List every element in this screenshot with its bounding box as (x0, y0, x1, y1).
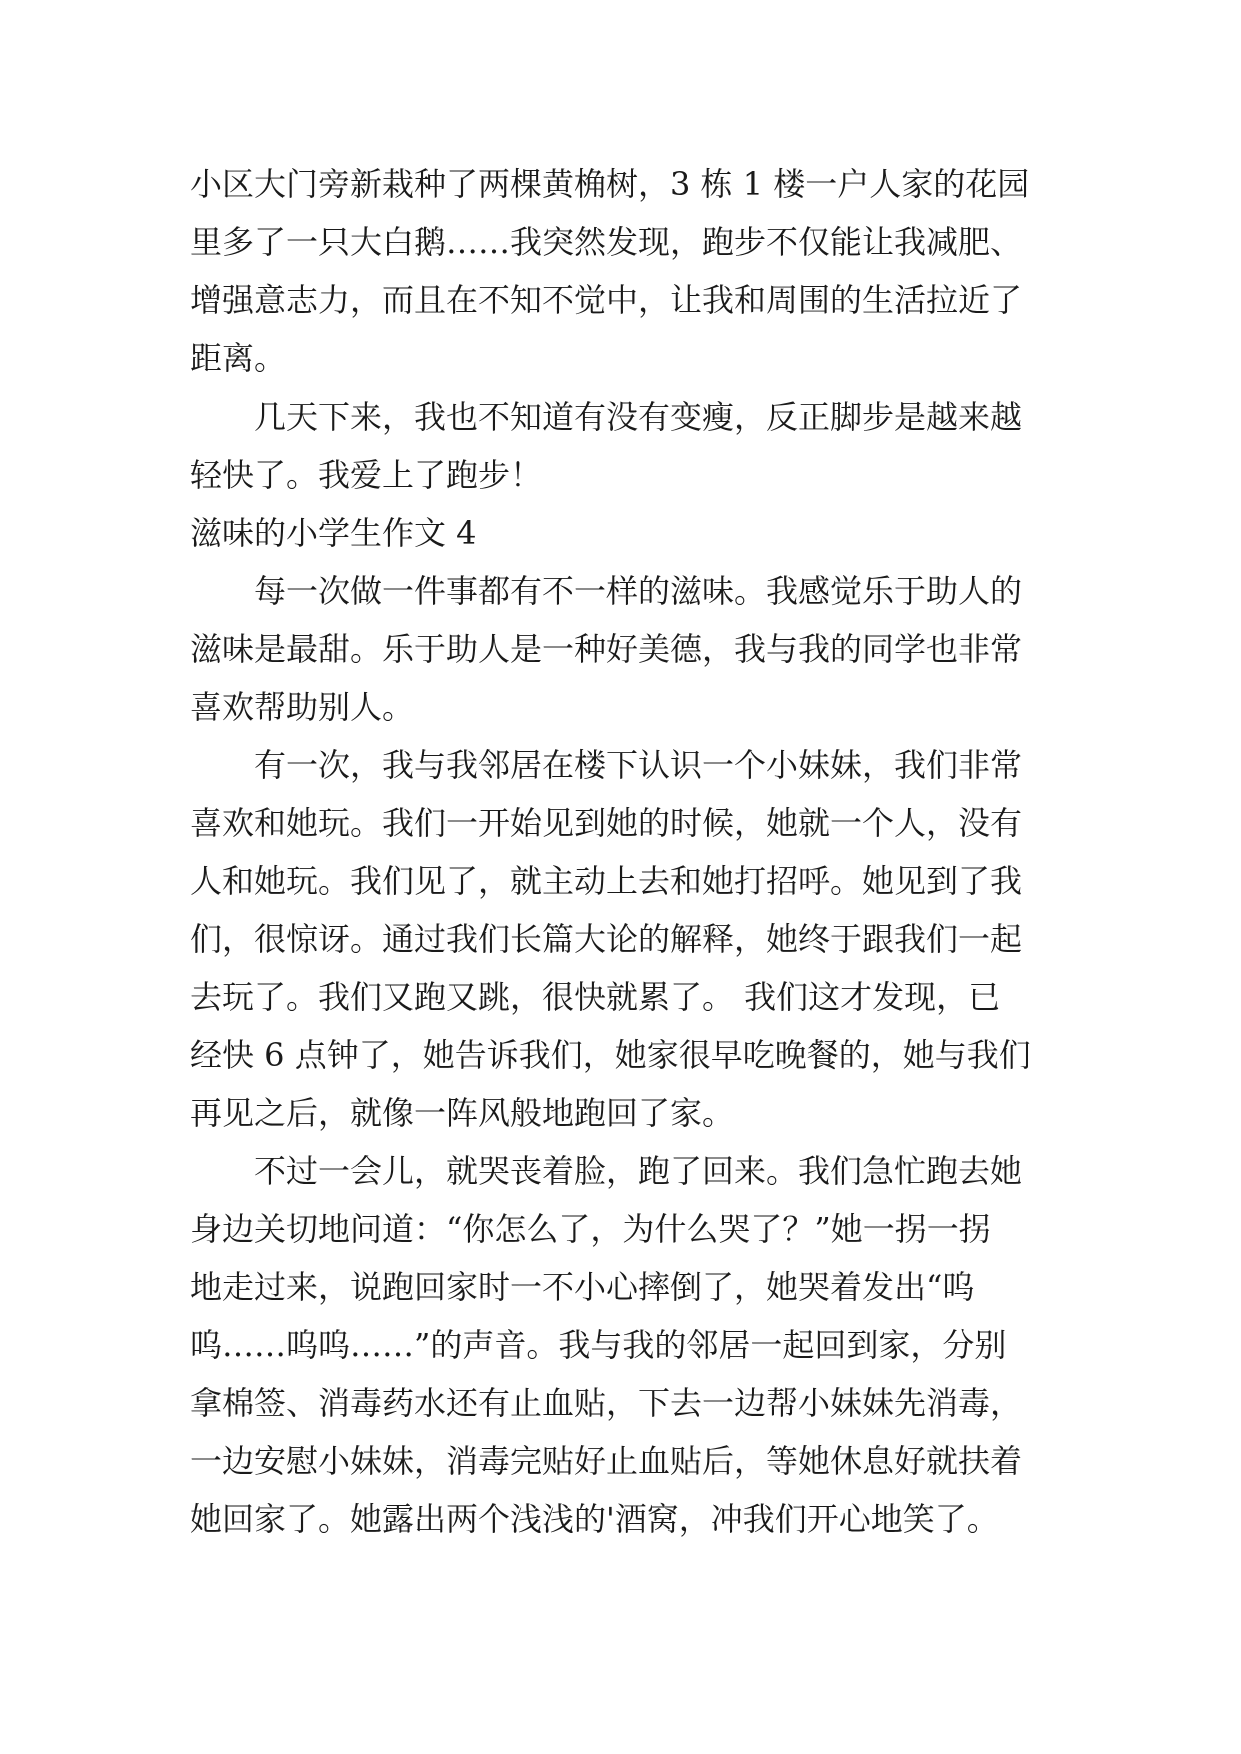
paragraph-line: 滋味是最甜。乐于助人是一种好美德，我与我的同学也非常 (190, 630, 1023, 668)
section-heading: 滋味的小学生作文 4 (190, 514, 477, 552)
paragraph-line: 喜欢和她玩。我们一开始见到她的时候，她就一个人，没有 (190, 804, 1023, 842)
paragraph-line: 小区大门旁新栽种了两棵黄桷树，3 栋 1 楼一户人家的花园 (190, 165, 1030, 203)
paragraph-line: 有一次，我与我邻居在楼下认识一个小妹妹，我们非常 (254, 746, 1023, 784)
paragraph-line: 身边关切地问道：“你怎么了，为什么哭了？”她一拐一拐 (190, 1210, 991, 1248)
paragraph-line: 每一次做一件事都有不一样的滋味。我感觉乐于助人的 (254, 572, 1023, 610)
paragraph-line: 喜欢帮助别人。 (190, 688, 415, 726)
paragraph-line: 人和她玩。我们见了，就主动上去和她打招呼。她见到了我 (190, 862, 1023, 900)
paragraph-line: 不过一会儿，就哭丧着脸，跑了回来。我们急忙跑去她 (254, 1152, 1023, 1190)
paragraph-line: 增强意志力，而且在不知不觉中，让我和周围的生活拉近了 (190, 281, 1023, 319)
paragraph-line: 轻快了。我爱上了跑步！ (190, 456, 543, 494)
paragraph-line: 地走过来，说跑回家时一不小心摔倒了，她哭着发出“呜 (190, 1268, 975, 1306)
paragraph-line: 几天下来，我也不知道有没有变瘦，反正脚步是越来越 (254, 398, 1023, 436)
paragraph-line: 她回家了。她露出两个浅浅的'酒窝，冲我们开心地笑了。 (190, 1500, 999, 1538)
paragraph-line: 一边安慰小妹妹，消毒完贴好止血贴后，等她休息好就扶着 (190, 1442, 1023, 1480)
paragraph-line: 拿棉签、消毒药水还有止血贴，下去一边帮小妹妹先消毒， (190, 1384, 1023, 1422)
paragraph-line: 里多了一只大白鹅……我突然发现，跑步不仅能让我减肥、 (190, 223, 1023, 261)
paragraph-line: 呜……呜呜……”的声音。我与我的邻居一起回到家，分别 (190, 1326, 1007, 1364)
paragraph-line: 去玩了。我们又跑又跳，很快就累了。 我们这才发现，已 (190, 978, 1001, 1016)
paragraph-line: 再见之后，就像一阵风般地跑回了家。 (190, 1094, 735, 1132)
paragraph-line: 经快 6 点钟了，她告诉我们，她家很早吃晚餐的，她与我们 (190, 1036, 1031, 1074)
paragraph-line: 们，很惊讶。通过我们长篇大论的解释，她终于跟我们一起 (190, 920, 1023, 958)
paragraph-line: 距离。 (190, 339, 287, 377)
